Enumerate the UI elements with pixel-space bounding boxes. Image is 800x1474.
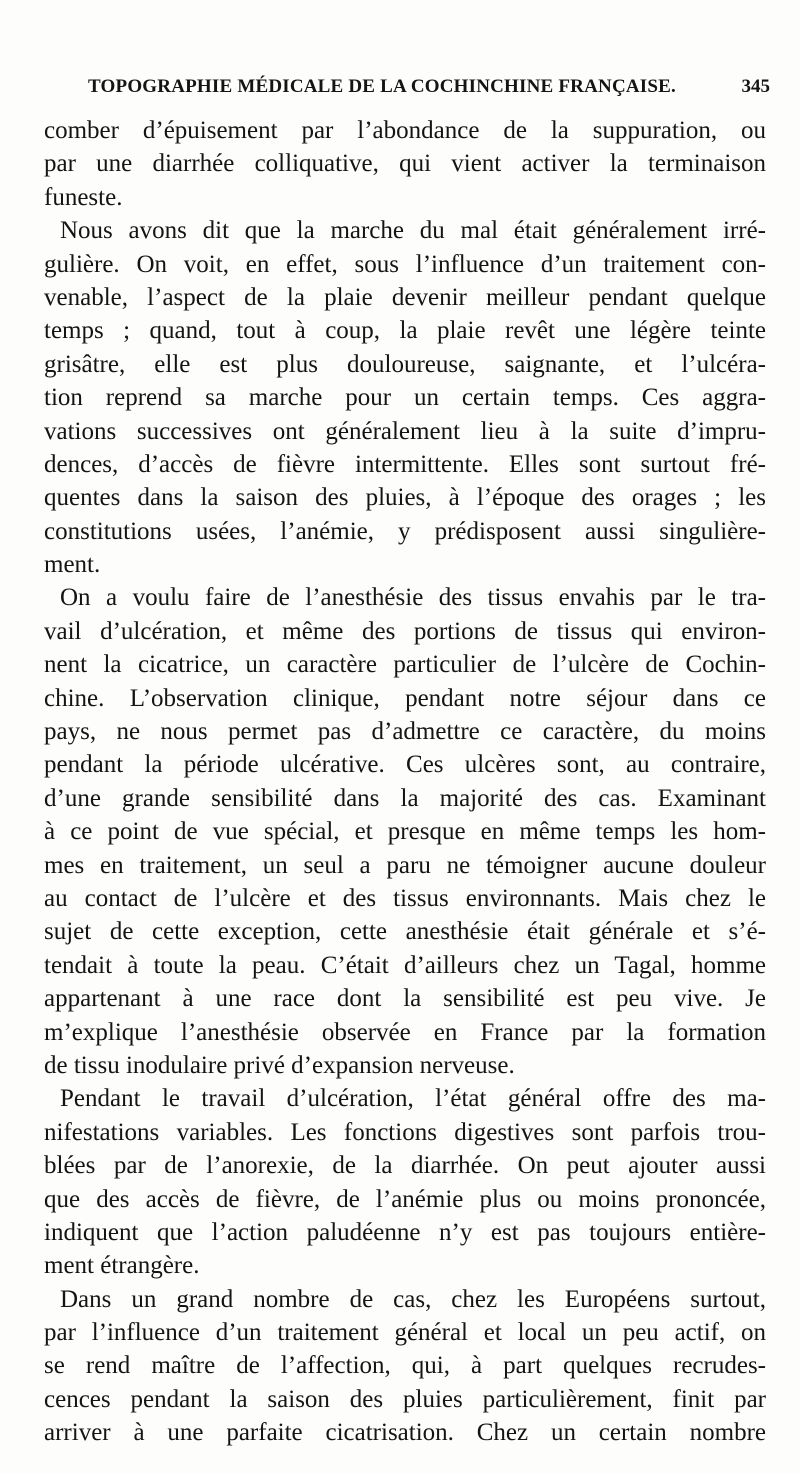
text-line: se rend maître de l’affection, qui, à part quelques recrudes-	[44, 1352, 766, 1380]
text-line: ment étrangère.	[44, 1252, 200, 1280]
text-line: par une diarrhée colliquative, qui vient activer la terminaison	[44, 150, 766, 178]
text-line: nent la cicatrice, un caractère particulier de l’ulcère de Cochin-	[44, 651, 766, 679]
body-text	[44, 114, 766, 1450]
text-line: vail d’ulcération, et même des portions de tissus qui environ-	[44, 617, 766, 645]
text-line: pendant la période ulcérative. Ces ulcères sont, au contraire,	[44, 751, 766, 779]
text-line: constitutions usées, l’anémie, y prédisposent aussi singulière-	[44, 517, 766, 545]
text-line: Nous avons dit que la marche du mal était généralement irré-	[60, 217, 766, 245]
page-header	[40, 76, 770, 102]
text-line: à ce point de vue spécial, et presque en même temps les hom-	[44, 818, 766, 846]
text-line: chine. L’observation clinique, pendant notre séjour dans ce	[44, 684, 766, 712]
text-line: On a voulu faire de l’anesthésie des tissus envahis par le tra-	[60, 584, 766, 612]
text-line: comber d’épuisement par l’abondance de la suppuration, ou	[44, 117, 766, 144]
text-line: appartenant à une race dont la sensibilité est peu vive. Je	[44, 985, 766, 1013]
text-line: funeste.	[44, 183, 123, 211]
text-line: arriver à une parfaite cicatrisation. Chez un certain nombre	[44, 1419, 766, 1447]
text-line: blées par de l’anorexie, de la diarrhée. On peut ajouter aussi	[44, 1152, 766, 1180]
text-line: cences pendant la saison des pluies particulièrement, finit par	[44, 1385, 766, 1413]
text-line: Dans un grand nombre de cas, chez les Européens surtout,	[60, 1285, 766, 1313]
text-line: d’une grande sensibilité dans la majorité des cas. Examinant	[44, 784, 766, 812]
text-line: indiquent que l’action paludéenne n’y est pas toujours entière-	[44, 1218, 766, 1246]
text-line: tendait à toute la peau. C’était d’ailleurs chez un Tagal, homme	[44, 951, 766, 979]
text-line: tion reprend sa marche pour un certain temps. Ces aggra-	[44, 384, 766, 412]
text-line: gulière. On voit, en effet, sous l’influence d’un traitement con-	[44, 250, 766, 278]
text-line: par l’influence d’un traitement général et local un peu actif, on	[44, 1319, 766, 1347]
text-line: ment.	[44, 551, 101, 579]
running-title: TOPOGRAPHIE MÉDICALE DE LA COCHINCHINE FRANÇAISE.	[88, 76, 676, 97]
text-line: venable, l’aspect de la plaie devenir meilleur pendant quelque	[44, 283, 766, 311]
text-line: mes en traitement, un seul a paru ne témoigner aucune douleur	[44, 851, 766, 879]
page-number: 345	[741, 76, 770, 97]
text-line: au contact de l’ulcère et des tissus environnants. Mais chez le	[44, 884, 766, 912]
text-line: que des accès de fièvre, de l’anémie plus ou moins prononcée,	[44, 1185, 766, 1213]
text-line: Pendant le travail d’ulcération, l’état général offre des ma-	[60, 1085, 766, 1113]
text-line: de tissu inodulaire privé d’expansion nerveuse.	[44, 1051, 515, 1079]
text-line: grisâtre, elle est plus douloureuse, saignante, et l’ulcéra-	[44, 350, 766, 378]
text-line: sujet de cette exception, cette anesthésie était générale et s’é-	[44, 918, 766, 946]
text-line: pays, ne nous permet pas d’admettre ce caractère, du moins	[44, 718, 766, 746]
text-line: m’explique l’anesthésie observée en France par la formation	[44, 1018, 766, 1046]
text-line: quentes dans la saison des pluies, à l’époque des orages ; les	[44, 484, 766, 512]
text-line: nifestations variables. Les fonctions digestives sont parfois trou-	[44, 1118, 766, 1146]
text-line: temps ; quand, tout à coup, la plaie revêt une légère teinte	[44, 317, 766, 345]
text-line: vations successives ont généralement lieu à la suite d’impru-	[44, 417, 766, 445]
text-line: dences, d’accès de fièvre intermittente. Elles sont surtout fré-	[44, 450, 766, 478]
